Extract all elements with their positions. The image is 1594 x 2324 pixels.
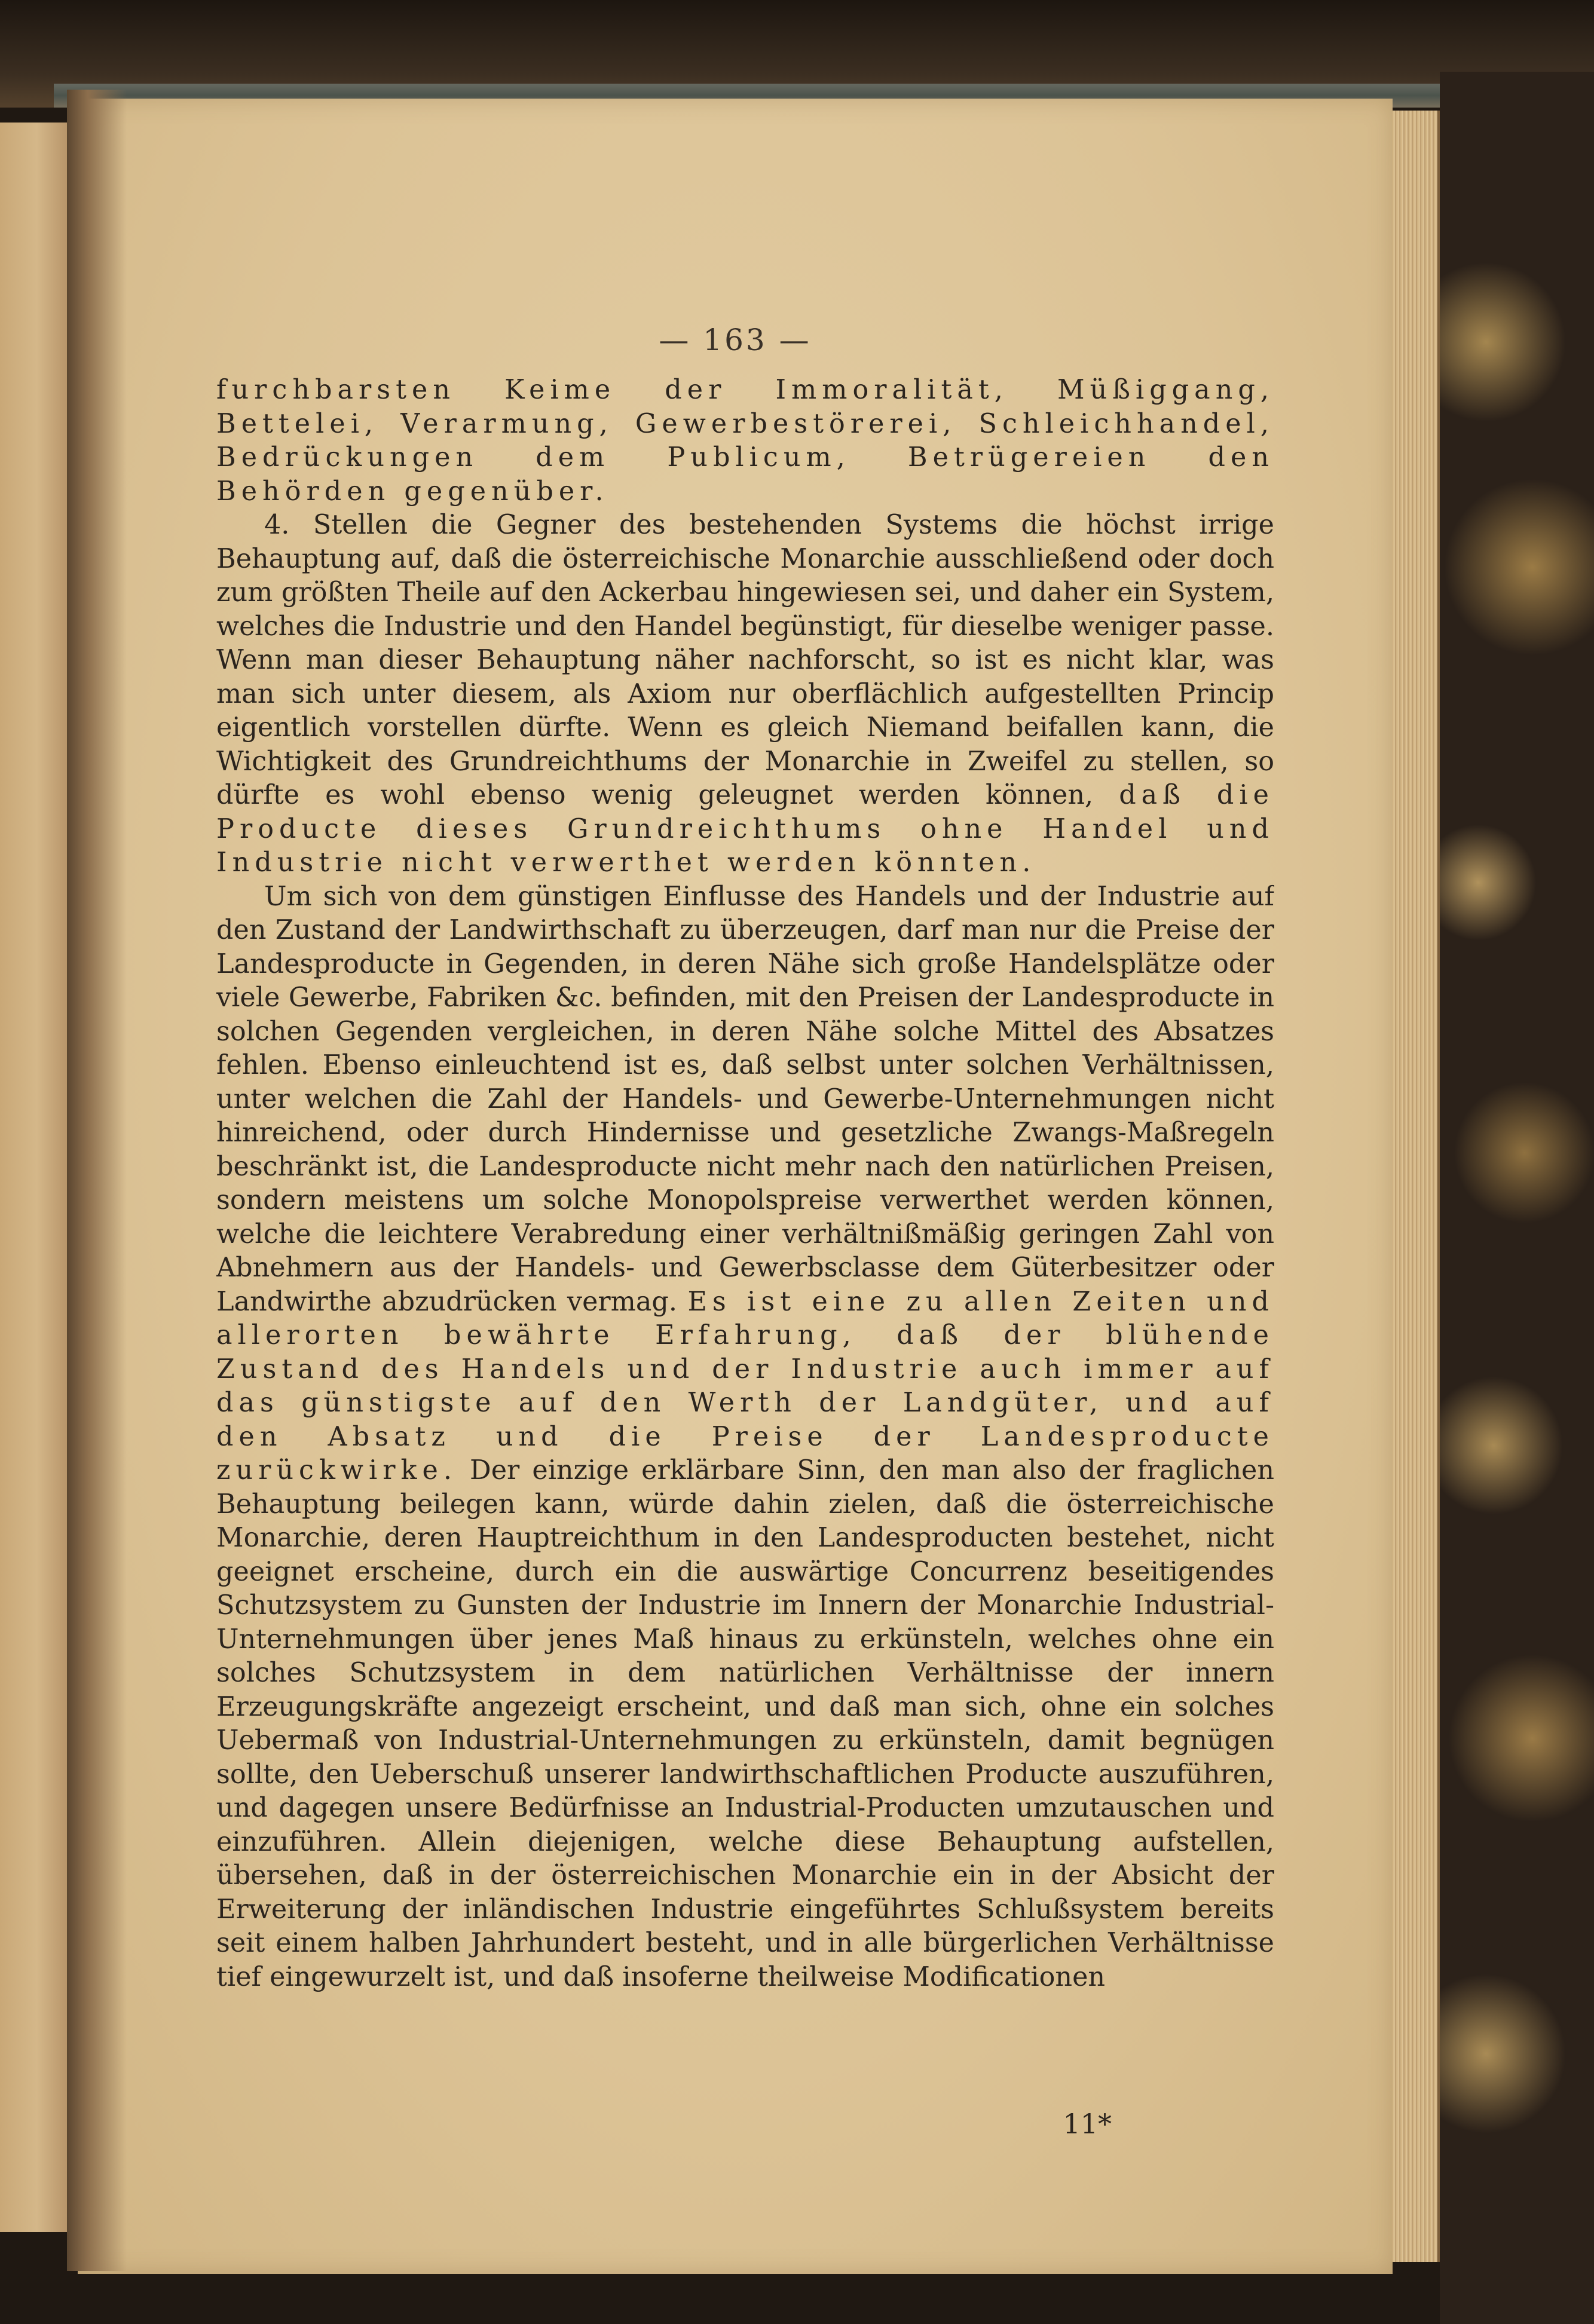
emphasized-text: furchbarsten Keime der Immoralität, Müßiggang, Bettelei, Verarmung, Gewerbestörerei, Schleichhandel, Bedrückungen dem Publicum, Betrügereien den Behörden gegenüber.	[216, 375, 1274, 507]
book-cover-right	[1440, 72, 1594, 2324]
gutter-shadow	[67, 90, 127, 2271]
book-page	[78, 99, 1393, 2274]
paragraph-3	[216, 880, 1274, 1995]
paragraph-2	[216, 509, 1274, 880]
printer-signature-mark: 11*	[1063, 2108, 1112, 2140]
page-number: — 163 —	[659, 323, 812, 357]
previous-page-edge	[0, 123, 69, 2232]
emphasized-text: daß die Producte dieses Grundreichthums ohne Handel und Industrie nicht verwerthet werden könnten.	[216, 780, 1274, 878]
page-stack-edges	[1393, 111, 1440, 2262]
paragraph-text: Der einzige erklärbare Sinn, den man also der fraglichen Behauptung beilegen kann, würde dahin zielen, daß die österreichische Monarchie, deren Hauptreichthum in den Landesproducten bestehet, nicht geeignet erscheine, durch ein die auswärtige Concurrenz beseitigendes Schutzsystem zu Gunsten der Industrie im Innern der Monarchie Industrial-Unternehmungen über jenes Maß hinaus zu erkünsteln, welches ohne ein solches Schutzsystem in dem natürlichen Verhältnisse der innern Erzeugungskräfte angezeigt erscheint, und daß man sich, ohne ein solches Uebermaß von Industrial-Unternehmungen zu erkünsteln, damit begnügen sollte, den Ueberschuß unserer landwirthschaftlichen Producte auszuführen, und dagegen unsere Bedürfnisse an Industrial-Producten umzutauschen und einzuführen. Allein diejenigen, welche diese Behauptung aufstellen, übersehen, daß in der österreichischen Monarchie ein in der Absicht der Erweiterung der inländischen Industrie eingeführtes Schlußsystem bereits seit einem halben Jahrhundert besteht, und in alle bürgerlichen Verhältnisse tief eingewurzelt ist, und daß insoferne theilweise Modificationen	[216, 1455, 1274, 1992]
emphasized-text: Es ist eine zu allen Zeiten und allerorten bewährte Erfahrung, daß der blühende Zustand des Handels und der Industrie auch immer auf das günstigste auf den Werth der Landgüter, und auf den Absatz und die Preise der Landesproducte zurückwirke.	[216, 1286, 1274, 1486]
page-body-text	[216, 373, 1274, 2089]
paragraph-text: Um sich von dem günstigen Einflusse des Handels und der Industrie auf den Zustand der Landwirthschaft zu überzeugen, darf man nur die Preise der Landesproducte in Gegenden, in deren Nähe sich große Handelsplätze oder viele Gewerbe, Fabriken &c. befinden, mit den Preisen der Landesproducte in solchen Gegenden vergleichen, in deren Nähe solche Mittel des Absatzes fehlen. Ebenso einleuchtend ist es, daß selbst unter solchen Verhältnissen, unter welchen die Zahl der Handels- und Gewerbe-Unternehmungen nicht hinreichend, oder durch Hindernisse und gesetzliche Zwangs-Maßregeln beschränkt ist, die Landesproducte nicht mehr nach den natürlichen Preisen, sondern meistens um solche Monopolspreise verwerthet werden können, welche die leichtere Verabredung einer verhältnißmäßig geringen Zahl von Abnehmern aus der Handels- und Gewerbsclasse dem Güterbesitzer oder Landwirthe abzudrücken vermag.	[216, 881, 1274, 1317]
paragraph-1	[216, 373, 1274, 509]
paragraph-text: 4. Stellen die Gegner des bestehenden Systems die höchst irrige Behauptung auf, daß die österreichische Monarchie ausschließend oder doch zum größten Theile auf den Ackerbau hingewiesen sei, und daher ein System, welches die Industrie und den Handel begünstigt, für dieselbe weniger passe. Wenn man dieser Behauptung näher nachforscht, so ist es nicht klar, was man sich unter diesem, als Axiom nur oberflächlich aufgestellten Princip eigentlich vorstellen dürfte. Wenn es gleich Niemand beifallen kann, die Wichtigkeit des Grundreichthums der Monarchie in Zweifel zu stellen, so dürfte es wohl ebenso wenig geleugnet werden können,	[216, 510, 1274, 810]
